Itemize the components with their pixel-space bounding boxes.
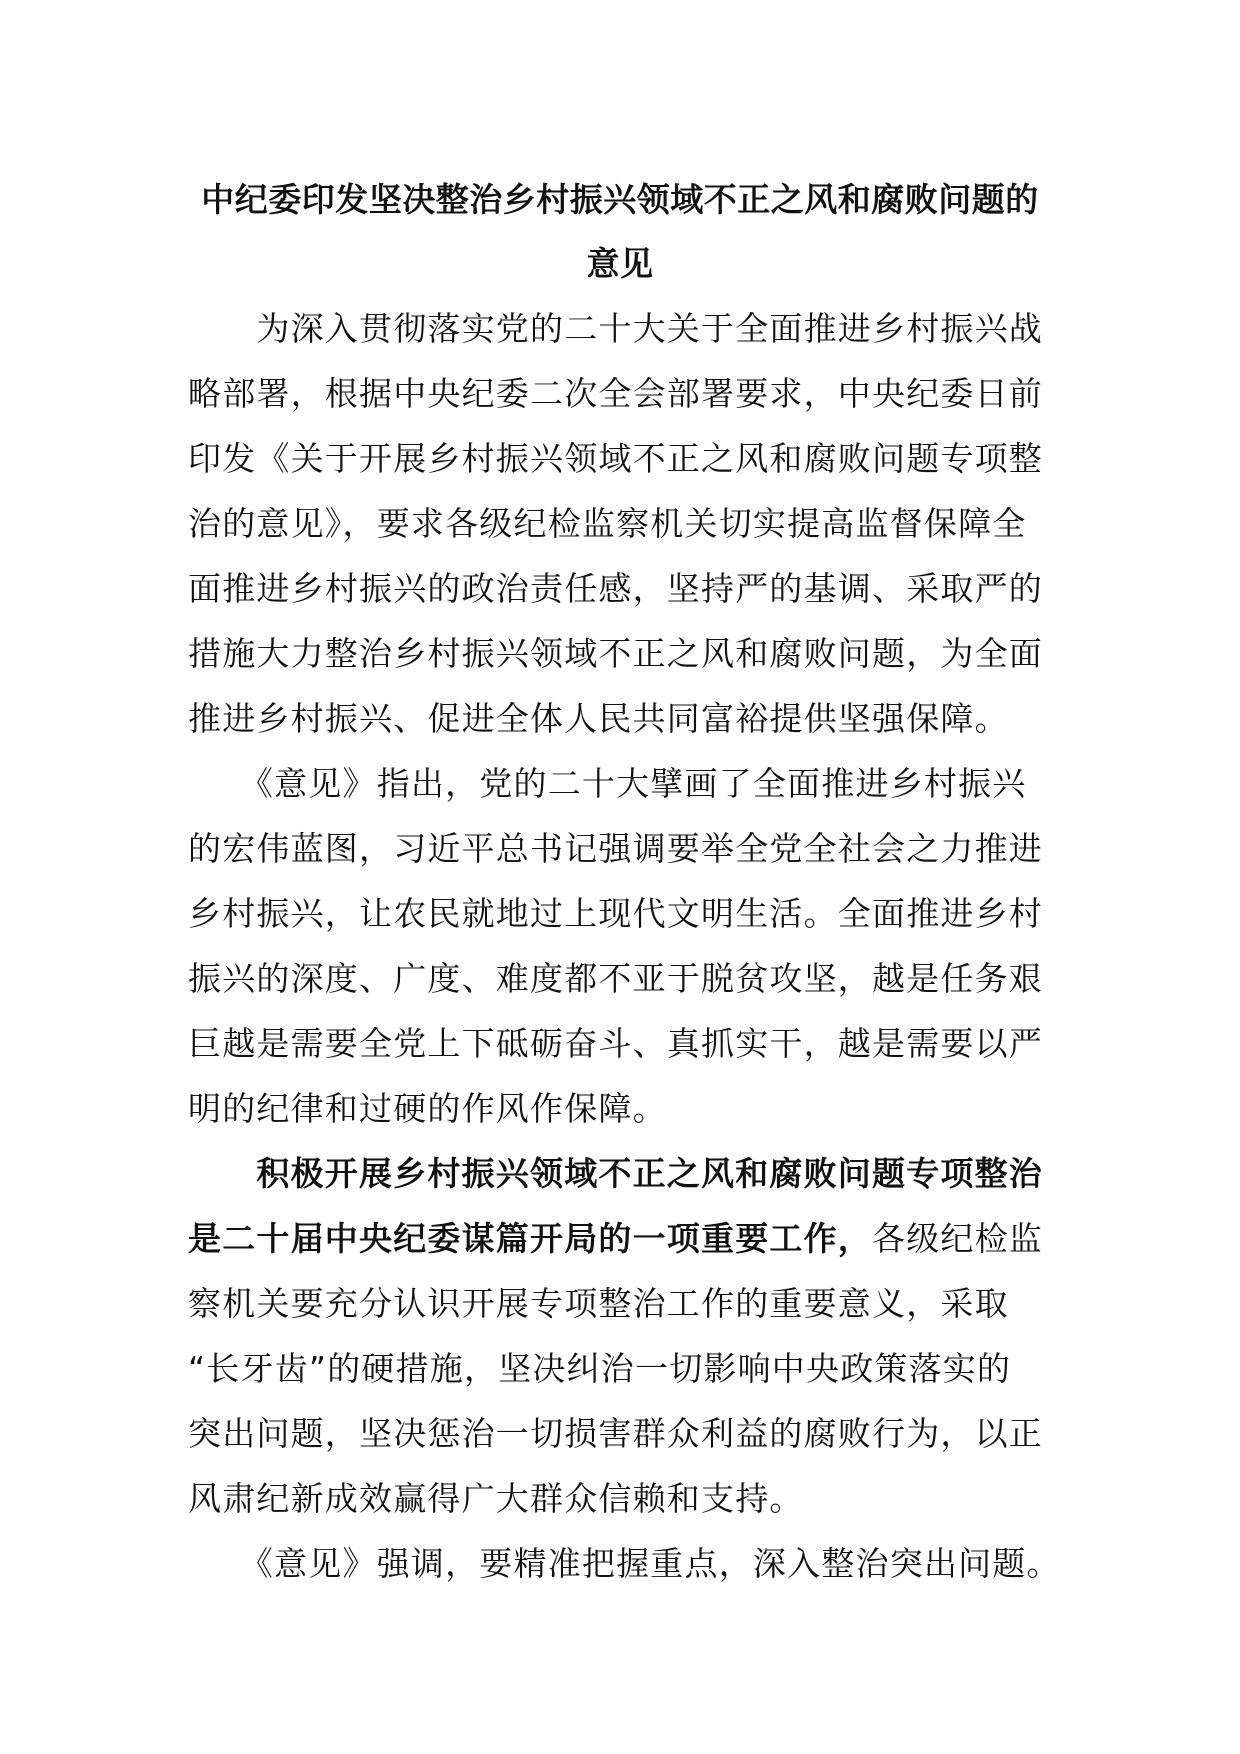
paragraph-2 (188, 751, 1068, 1141)
text-line: 《意见》指出，党的二十大擘画了全面推进乡村振兴 (188, 764, 1027, 803)
title-line-1: 中纪委印发坚决整治乡村振兴领域不正之风和腐败问题的 (201, 180, 1039, 219)
normal-text: 各级纪检监 (872, 1219, 1043, 1258)
title-line-2: 意见 (586, 244, 654, 283)
text-line: 印发《关于开展乡村振兴领域不正之风和腐败问题专项整 (188, 439, 1043, 478)
text-line: 察机关要充分认识开展专项整治工作的重要意义，采取 (188, 1284, 1009, 1323)
emphasis-line: 积极开展乡村振兴领域不正之风和腐败问题专项整治 (188, 1154, 1043, 1193)
text-line: 乡村振兴，让农民就地过上现代文明生活。全面推进乡村 (188, 894, 1043, 933)
paragraph-4 (188, 1531, 1068, 1596)
text-line: 略部署，根据中央纪委二次全会部署要求，中央纪委日前 (188, 374, 1043, 413)
text-line: 推进乡村振兴、促进全体人民共同富裕提供坚强保障。 (188, 699, 1009, 738)
text-line: 明的纪律和过硬的作风作保障。 (188, 1089, 667, 1128)
emphasis-text: 是二十届中央纪委谋篇开局的一项重要工作， (188, 1219, 872, 1258)
paragraph-1 (188, 296, 1068, 751)
text-line: 风肃纪新成效赢得广大群众信赖和支持。 (188, 1479, 804, 1518)
document-body (188, 296, 1068, 1596)
text-line: “长牙齿”的硬措施，坚决纠治一切影响中央政策落实的 (188, 1349, 1012, 1388)
text-line: 治的意见》，要求各级纪检监察机关切实提高监督保障全 (188, 504, 1027, 543)
text-line: 措施大力整治乡村振兴领域不正之风和腐败问题，为全面 (188, 634, 1043, 673)
text-line: 为深入贯彻落实党的二十大关于全面推进乡村振兴战 (188, 309, 1043, 348)
text-line: 面推进乡村振兴的政治责任感，坚持严的基调、采取严的 (188, 569, 1043, 608)
mixed-line (188, 1206, 1068, 1271)
text-line: 《意见》强调，要精准把握重点，深入整治突出问题。 (188, 1544, 1061, 1583)
document-title (170, 168, 1070, 296)
paragraph-3 (188, 1141, 1068, 1531)
text-line: 的宏伟蓝图，习近平总书记强调要举全党全社会之力推进 (188, 829, 1043, 868)
text-line: 振兴的深度、广度、难度都不亚于脱贫攻坚，越是任务艰 (188, 959, 1043, 998)
text-line: 巨越是需要全党上下砥砺奋斗、真抓实干，越是需要以严 (188, 1024, 1043, 1063)
text-line: 突出问题，坚决惩治一切损害群众利益的腐败行为，以正 (188, 1414, 1043, 1453)
